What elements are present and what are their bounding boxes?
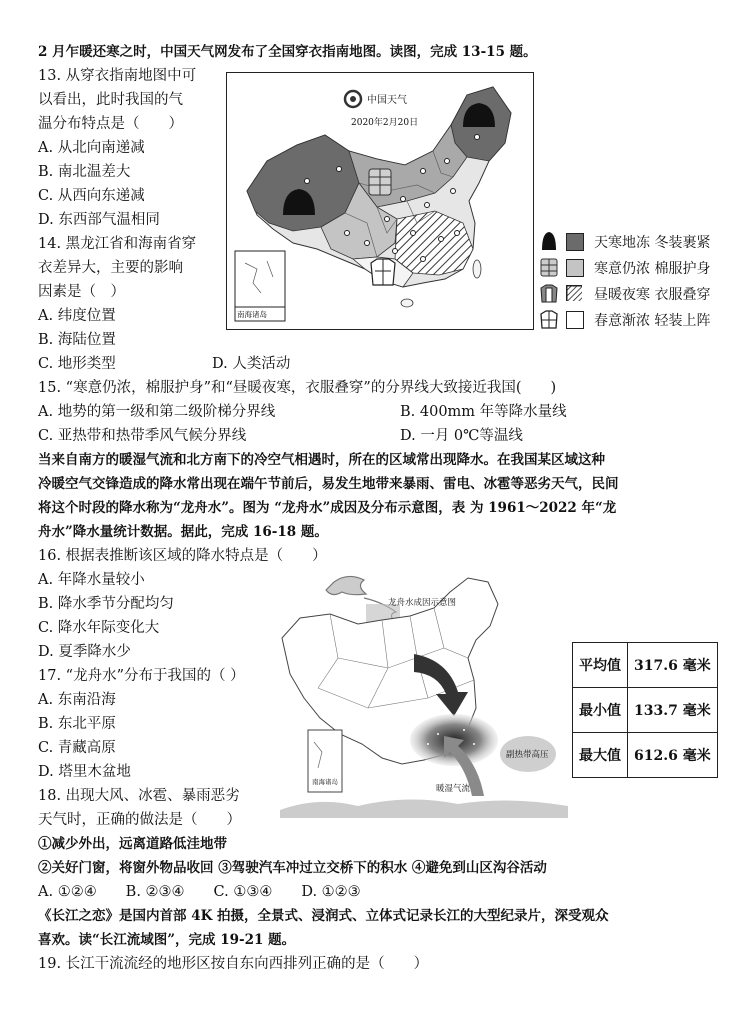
rainfall-stats-table xyxy=(572,642,718,778)
q18-line-1: 18. 出现大风、冰雹、暴雨恶劣 xyxy=(38,788,240,804)
legend-label-3: 昼暖夜寒 衣服叠穿 xyxy=(594,287,711,303)
intro-13-15: 2 月乍暖还寒之时，中国天气网发布了全国穿衣指南地图。读图，完成 13-15 题。 xyxy=(38,44,537,60)
legend-label-1: 天寒地冻 冬装裹紧 xyxy=(594,235,711,251)
cotton-coat-icon xyxy=(369,169,391,195)
q13-option-b: B. 南北温差大 xyxy=(38,164,131,180)
intro2-line-2: 冷暖空气交锋造成的降水常出现在端午节前后，易发生地带来暴雨、雷电、冰雹等恶劣天气，民间 xyxy=(38,476,619,492)
q14-option-c: C. 地形类型 xyxy=(38,356,116,372)
q18-item-1: ①减少外出，远离道路低洼地带 xyxy=(38,836,227,852)
q17-option-b: B. 东北平原 xyxy=(38,716,116,732)
table-row xyxy=(573,688,718,733)
q16-option-a: A. 年降水量较小 xyxy=(38,572,145,588)
map1-date: 2020年2月20日 xyxy=(351,118,419,128)
q13-option-a: A. 从北向南递减 xyxy=(38,140,145,156)
legend-swatch-hatch xyxy=(566,285,582,301)
intro2-line-1: 当来自南方的暖湿气流和北方南下的冷空气相遇时，所在的区域常出现降水。在我国某区域这种 xyxy=(38,452,605,468)
map2-title: 龙舟水成因示意图 xyxy=(388,598,457,608)
q13-line-3: 温分布特点是（ ） xyxy=(38,116,183,132)
stat-label: 最小值 xyxy=(573,688,628,733)
intro2-line-4: 舟水”降水量统计数据。据此，完成 16-18 题。 xyxy=(38,524,328,540)
layered-clothes-icon xyxy=(538,282,560,304)
q17-option-d: D. 塔里木盆地 xyxy=(38,764,131,780)
cotton-coat-icon xyxy=(538,256,560,278)
q18-options: A. ①②④ B. ②③④ C. ①③④ D. ①②③ xyxy=(38,884,361,900)
light-jacket-icon xyxy=(538,308,560,330)
table-row xyxy=(573,733,718,778)
legend-label-4: 春意渐浓 轻装上阵 xyxy=(594,313,711,329)
stat-value: 317.6 毫米 xyxy=(628,643,718,688)
intro3-line-2: 喜欢。读“长江流域图”，完成 19-21 题。 xyxy=(38,932,296,948)
q14-option-b: B. 海陆位置 xyxy=(38,332,116,348)
q17-stem: 17. “龙舟水”分布于我国的（ ） xyxy=(38,668,245,684)
q14-option-a: A. 纬度位置 xyxy=(38,308,116,324)
legend-swatch-white xyxy=(566,311,584,329)
q15-option-a: A. 地势的第一级和第二级阶梯分界线 xyxy=(38,404,276,420)
q15-option-b: B. 400mm 年等降水量线 xyxy=(400,404,567,420)
map2-subtropical-high: 副热带高压 xyxy=(506,750,549,760)
dragon-boat-rain-map xyxy=(278,568,570,818)
map1-brand: 中国天气 xyxy=(367,95,407,106)
legend-swatch-dark xyxy=(566,233,584,251)
q18-line-2: 天气时，正确的做法是（ ） xyxy=(38,812,241,828)
map2-inset-label: 南海诸岛 xyxy=(312,778,338,786)
q14-line-2: 衣差异大，主要的影响 xyxy=(38,260,183,276)
legend-label-2: 寒意仍浓 棉服护身 xyxy=(594,261,711,277)
q13-option-c: C. 从西向东递减 xyxy=(38,188,145,204)
weather-logo-icon xyxy=(345,91,361,107)
clothing-guide-map xyxy=(226,72,534,330)
intro2-line-3: 将这个时段的降水称为“龙舟水”。图为 “龙舟水”成因及分布示意图，表 为 1961～2022 年“龙 xyxy=(38,500,617,516)
q16-option-d: D. 夏季降水少 xyxy=(38,644,131,660)
q15-stem: 15. “寒意仍浓，棉服护身”和“昼暖夜寒，衣服叠穿”的分界线大致接近我国( ) xyxy=(38,380,557,396)
q13-line-1: 13. 从穿衣指南地图中可 xyxy=(38,68,197,84)
intro3-line-1: 《长江之恋》是国内首部 4K 拍摄，全景式、浸润式、立体式记录长江的大型纪录片，深受观众 xyxy=(38,908,609,924)
stat-value: 612.6 毫米 xyxy=(628,733,718,778)
q19-stem: 19. 长江干流流经的地形区按自东向西排列正确的是（ ） xyxy=(38,956,429,972)
table-row xyxy=(573,643,718,688)
legend-swatch-light xyxy=(566,259,584,277)
stat-value: 133.7 毫米 xyxy=(628,688,718,733)
q13-option-d: D. 东西部气温相同 xyxy=(38,212,160,228)
q16-option-c: C. 降水年际变化大 xyxy=(38,620,160,636)
q14-line-1: 14. 黑龙江省和海南省穿 xyxy=(38,236,197,252)
stat-label: 平均值 xyxy=(573,643,628,688)
q15-option-d: D. 一月 0℃等温线 xyxy=(400,428,523,444)
q13-line-2: 以看出，此时我国的气 xyxy=(38,92,183,108)
down-jacket-icon xyxy=(538,230,560,252)
q16-stem: 16. 根据表推断该区域的降水特点是（ ） xyxy=(38,548,327,564)
stat-label: 最大值 xyxy=(573,733,628,778)
light-jacket-icon xyxy=(371,259,395,285)
q16-option-b: B. 降水季节分配均匀 xyxy=(38,596,174,612)
map2-warm-flow: 暖湿气流 xyxy=(436,784,471,794)
q14-option-d: D. 人类活动 xyxy=(212,356,291,372)
q17-option-a: A. 东南沿海 xyxy=(38,692,116,708)
map1-inset-label: 南海诸岛 xyxy=(237,310,267,319)
q17-option-c: C. 青藏高原 xyxy=(38,740,116,756)
q15-option-c: C. 亚热带和热带季风气候分界线 xyxy=(38,428,247,444)
q14-line-3: 因素是（ ） xyxy=(38,284,125,300)
q18-item-2: ②关好门窗，将窗外物品收回 ③驾驶汽车冲过立交桥下的积水 ④避免到山区沟谷活动 xyxy=(38,860,547,876)
